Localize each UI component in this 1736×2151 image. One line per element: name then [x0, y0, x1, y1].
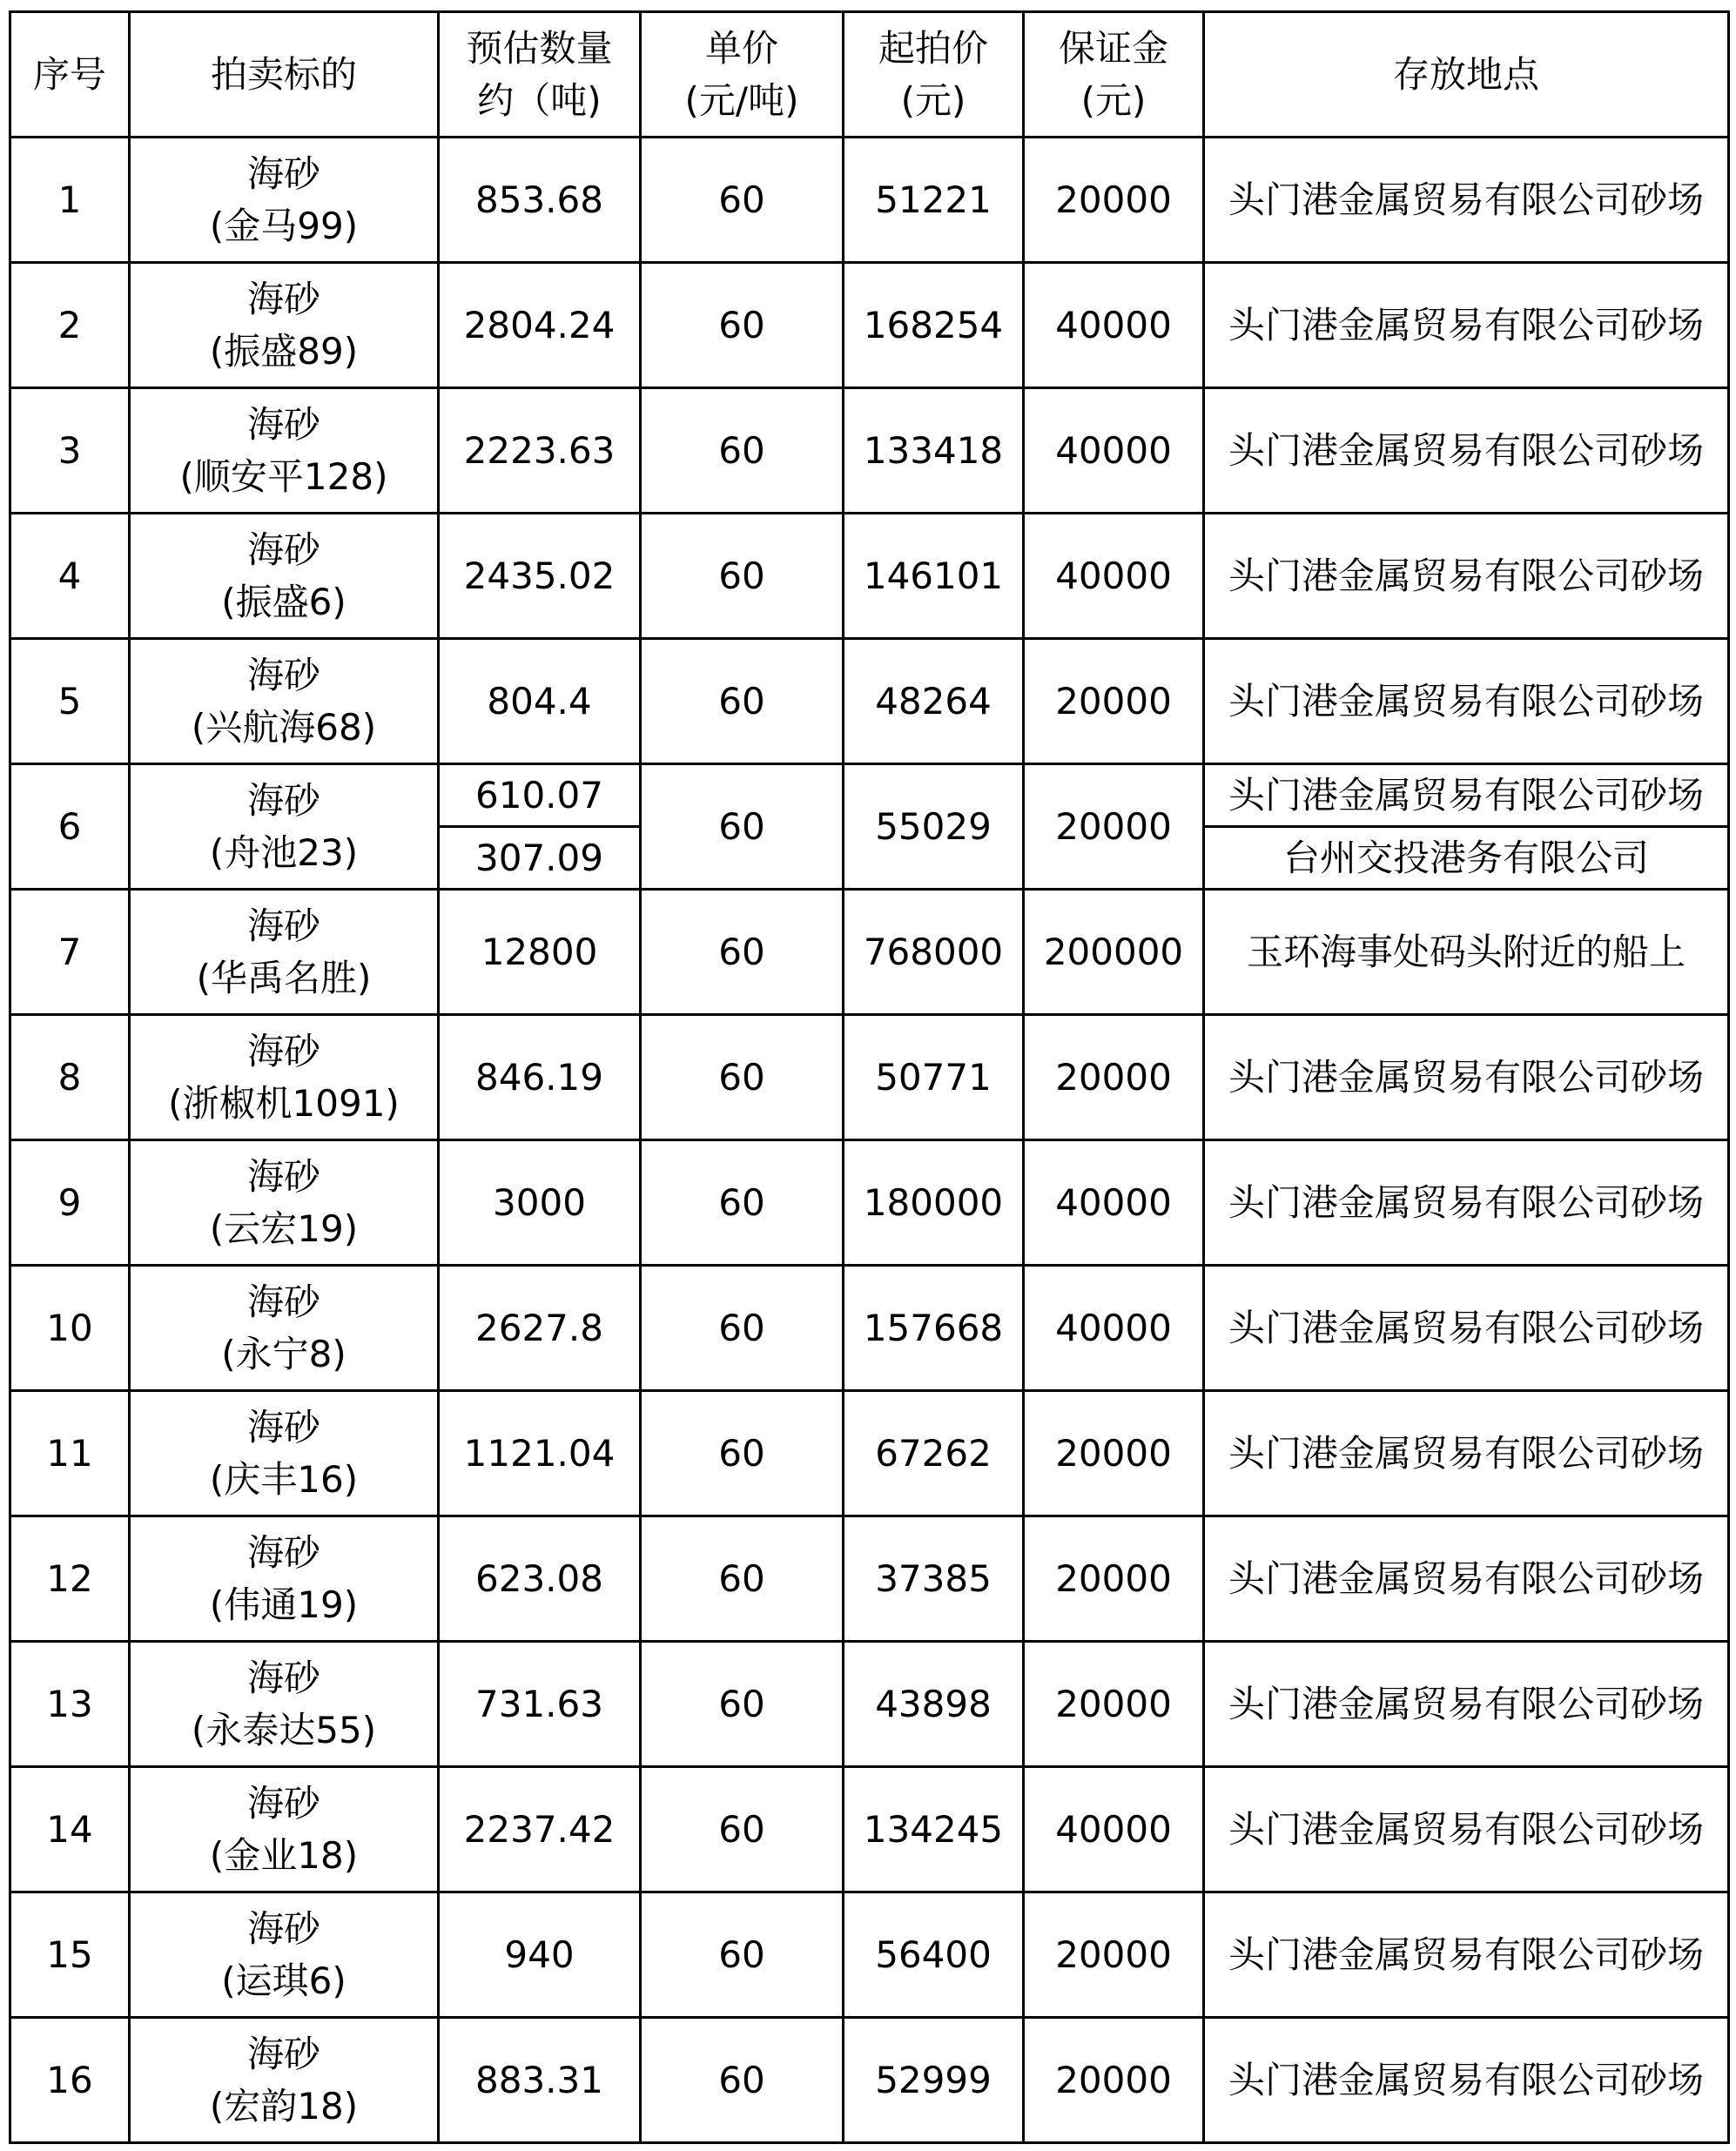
cell-starting-price: 55029 [844, 764, 1024, 890]
cell-item [130, 890, 439, 1015]
cell-starting-price: 52999 [844, 2018, 1024, 2143]
cell-quantity: 3000 [439, 1140, 641, 1266]
table-row [10, 1767, 1729, 1892]
cell-unit-price: 60 [641, 890, 844, 1015]
cell-location: 头门港金属贸易有限公司砂场 [1204, 1266, 1729, 1391]
cell-item [130, 514, 439, 639]
cell-item [130, 263, 439, 388]
cell-item [130, 1391, 439, 1516]
cell-unit-price: 60 [641, 1266, 844, 1391]
cell-item-name: 海砂 [246, 653, 320, 696]
cell-seq: 1 [10, 138, 130, 263]
cell-quantity: 804.4 [439, 639, 641, 764]
cell-quantity: 2435.02 [439, 514, 641, 639]
cell-location: 头门港金属贸易有限公司砂场 [1204, 1767, 1729, 1892]
cell-deposit: 40000 [1024, 514, 1204, 639]
cell-location: 头门港金属贸易有限公司砂场 [1204, 263, 1729, 388]
cell-starting-price: 43898 [844, 1642, 1024, 1767]
header-deposit-line2: (元) [1080, 78, 1147, 122]
cell-seq: 13 [10, 1642, 130, 1767]
table-row [10, 388, 1729, 514]
cell-item [130, 1892, 439, 2018]
cell-unit-price: 60 [641, 1767, 844, 1892]
cell-starting-price: 768000 [844, 890, 1024, 1015]
cell-item-name: 海砂 [246, 2032, 320, 2075]
cell-item-name: 海砂 [246, 1781, 320, 1825]
cell-location: 头门港金属贸易有限公司砂场 [1204, 1642, 1729, 1767]
cell-item-vessel: (金马99) [209, 204, 359, 247]
header-row [10, 12, 1729, 138]
cell-item-vessel: (宏韵18) [209, 2084, 359, 2127]
header-quantity-line1: 预估数量 [466, 26, 613, 70]
cell-location: 头门港金属贸易有限公司砂场 [1204, 1140, 1729, 1266]
cell-location: 头门港金属贸易有限公司砂场 [1204, 764, 1729, 827]
cell-deposit: 20000 [1024, 639, 1204, 764]
cell-unit-price: 60 [641, 1140, 844, 1266]
cell-item-name: 海砂 [246, 778, 320, 822]
cell-quantity: 731.63 [439, 1642, 641, 1767]
cell-starting-price: 180000 [844, 1140, 1024, 1266]
cell-deposit: 20000 [1024, 1516, 1204, 1642]
cell-item-name: 海砂 [246, 904, 320, 947]
cell-starting-price: 133418 [844, 388, 1024, 514]
cell-quantity: 2237.42 [439, 1767, 641, 1892]
cell-quantity: 846.19 [439, 1015, 641, 1140]
cell-item [130, 2018, 439, 2143]
cell-seq: 6 [10, 764, 130, 890]
header-item: 拍卖标的 [130, 12, 439, 138]
cell-quantity: 883.31 [439, 2018, 641, 2143]
table-row [10, 1892, 1729, 2018]
cell-quantity: 623.08 [439, 1516, 641, 1642]
cell-location: 玉环海事处码头附近的船上 [1204, 890, 1729, 1015]
cell-location: 头门港金属贸易有限公司砂场 [1204, 1391, 1729, 1516]
cell-unit-price: 60 [641, 1516, 844, 1642]
cell-location-secondary: 台州交投港务有限公司 [1204, 827, 1729, 890]
cell-item [130, 1140, 439, 1266]
cell-deposit: 40000 [1024, 1266, 1204, 1391]
cell-item-vessel: (振盛6) [221, 580, 347, 623]
cell-seq: 7 [10, 890, 130, 1015]
cell-item [130, 1266, 439, 1391]
cell-seq: 8 [10, 1015, 130, 1140]
cell-starting-price: 48264 [844, 639, 1024, 764]
header-starting-price-line1: 起拍价 [878, 26, 988, 70]
cell-location: 头门港金属贸易有限公司砂场 [1204, 1892, 1729, 2018]
cell-seq: 11 [10, 1391, 130, 1516]
header-unit-price-line1: 单价 [704, 26, 778, 70]
cell-starting-price: 50771 [844, 1015, 1024, 1140]
cell-deposit: 20000 [1024, 1892, 1204, 2018]
cell-starting-price: 168254 [844, 263, 1024, 388]
cell-deposit: 20000 [1024, 138, 1204, 263]
cell-location: 头门港金属贸易有限公司砂场 [1204, 639, 1729, 764]
cell-starting-price: 146101 [844, 514, 1024, 639]
cell-unit-price: 60 [641, 639, 844, 764]
cell-starting-price: 67262 [844, 1391, 1024, 1516]
cell-unit-price: 60 [641, 514, 844, 639]
cell-seq: 5 [10, 639, 130, 764]
cell-deposit: 200000 [1024, 890, 1204, 1015]
cell-item-vessel: (舟池23) [209, 830, 359, 874]
cell-item-vessel: (华禹名胜) [196, 956, 372, 999]
cell-location: 头门港金属贸易有限公司砂场 [1204, 388, 1729, 514]
table-row [10, 1015, 1729, 1140]
cell-item-name: 海砂 [246, 151, 320, 195]
cell-starting-price: 51221 [844, 138, 1024, 263]
cell-quantity: 12800 [439, 890, 641, 1015]
cell-unit-price: 60 [641, 1015, 844, 1140]
cell-item-vessel: (顺安平128) [179, 454, 388, 498]
cell-quantity: 2223.63 [439, 388, 641, 514]
cell-item-vessel: (庆丰16) [209, 1457, 359, 1501]
cell-item-vessel: (永宁8) [221, 1332, 347, 1375]
cell-unit-price: 60 [641, 263, 844, 388]
cell-item [130, 1516, 439, 1642]
cell-item-vessel: (云宏19) [209, 1207, 359, 1250]
cell-deposit: 40000 [1024, 1140, 1204, 1266]
cell-unit-price: 60 [641, 1391, 844, 1516]
header-deposit [1024, 12, 1204, 138]
cell-unit-price: 60 [641, 2018, 844, 2143]
table-row [10, 514, 1729, 639]
table-row [10, 764, 1729, 827]
cell-starting-price: 157668 [844, 1266, 1024, 1391]
table-row [10, 639, 1729, 764]
cell-item-vessel: (金业18) [209, 1833, 359, 1877]
cell-item-name: 海砂 [246, 1405, 320, 1449]
cell-location: 头门港金属贸易有限公司砂场 [1204, 138, 1729, 263]
cell-item-name: 海砂 [246, 1280, 320, 1323]
cell-quantity: 1121.04 [439, 1391, 641, 1516]
cell-item-name: 海砂 [246, 1656, 320, 1699]
cell-item-vessel: (兴航海68) [191, 705, 377, 749]
header-quantity [439, 12, 641, 138]
header-quantity-line2: 约（吨) [477, 78, 602, 122]
cell-quantity: 2627.8 [439, 1266, 641, 1391]
table-row [10, 2018, 1729, 2143]
table-row [10, 1266, 1729, 1391]
cell-unit-price: 60 [641, 388, 844, 514]
auction-items-table [9, 10, 1730, 2144]
cell-quantity: 610.07 [439, 764, 641, 827]
cell-seq: 2 [10, 263, 130, 388]
cell-deposit: 20000 [1024, 1391, 1204, 1516]
cell-deposit: 40000 [1024, 1767, 1204, 1892]
cell-starting-price: 37385 [844, 1516, 1024, 1642]
cell-item-name: 海砂 [246, 1530, 320, 1574]
cell-item [130, 1767, 439, 1892]
cell-item [130, 764, 439, 890]
table-row [10, 1391, 1729, 1516]
table-header [10, 12, 1729, 138]
cell-seq: 12 [10, 1516, 130, 1642]
cell-item-name: 海砂 [246, 1029, 320, 1072]
cell-item-name: 海砂 [246, 277, 320, 320]
cell-item [130, 1642, 439, 1767]
cell-deposit: 20000 [1024, 764, 1204, 890]
cell-seq: 10 [10, 1266, 130, 1391]
cell-seq: 14 [10, 1767, 130, 1892]
table-row [10, 1642, 1729, 1767]
cell-deposit: 40000 [1024, 263, 1204, 388]
cell-seq: 9 [10, 1140, 130, 1266]
header-starting-price-line2: (元) [900, 78, 966, 122]
cell-unit-price: 60 [641, 138, 844, 263]
cell-quantity: 940 [439, 1892, 641, 2018]
cell-seq: 16 [10, 2018, 130, 2143]
cell-unit-price: 60 [641, 764, 844, 890]
cell-seq: 15 [10, 1892, 130, 2018]
header-deposit-line1: 保证金 [1058, 26, 1168, 70]
cell-seq: 3 [10, 388, 130, 514]
header-unit-price-line2: (元/吨) [684, 78, 799, 122]
table-row [10, 263, 1729, 388]
cell-item-name: 海砂 [246, 402, 320, 446]
cell-seq: 4 [10, 514, 130, 639]
header-location: 存放地点 [1204, 12, 1729, 138]
cell-item-vessel: (振盛89) [209, 329, 359, 373]
cell-unit-price: 60 [641, 1892, 844, 2018]
cell-item [130, 639, 439, 764]
table-row [10, 138, 1729, 263]
cell-item-vessel: (伟通19) [209, 1583, 359, 1626]
cell-quantity-secondary: 307.09 [439, 827, 641, 890]
cell-deposit: 20000 [1024, 1015, 1204, 1140]
cell-location: 头门港金属贸易有限公司砂场 [1204, 2018, 1729, 2143]
table-row [10, 1140, 1729, 1266]
cell-location: 头门港金属贸易有限公司砂场 [1204, 1516, 1729, 1642]
cell-item-vessel: (浙椒机1091) [168, 1081, 400, 1125]
cell-item-name: 海砂 [246, 1154, 320, 1198]
cell-item-name: 海砂 [246, 528, 320, 571]
cell-quantity: 853.68 [439, 138, 641, 263]
cell-item-vessel: (运琪6) [221, 1959, 347, 2002]
table-body [10, 138, 1729, 2143]
table-row [10, 1516, 1729, 1642]
cell-deposit: 20000 [1024, 2018, 1204, 2143]
header-seq: 序号 [10, 12, 130, 138]
cell-item [130, 138, 439, 263]
cell-starting-price: 134245 [844, 1767, 1024, 1892]
cell-deposit: 20000 [1024, 1642, 1204, 1767]
cell-starting-price: 56400 [844, 1892, 1024, 2018]
cell-unit-price: 60 [641, 1642, 844, 1767]
cell-deposit: 40000 [1024, 388, 1204, 514]
header-unit-price [641, 12, 844, 138]
cell-location: 头门港金属贸易有限公司砂场 [1204, 1015, 1729, 1140]
cell-quantity: 2804.24 [439, 263, 641, 388]
cell-item [130, 388, 439, 514]
header-starting-price [844, 12, 1024, 138]
cell-item-vessel: (永泰达55) [191, 1708, 377, 1751]
cell-item [130, 1015, 439, 1140]
cell-location: 头门港金属贸易有限公司砂场 [1204, 514, 1729, 639]
table-row [10, 890, 1729, 1015]
cell-item-name: 海砂 [246, 1906, 320, 1950]
